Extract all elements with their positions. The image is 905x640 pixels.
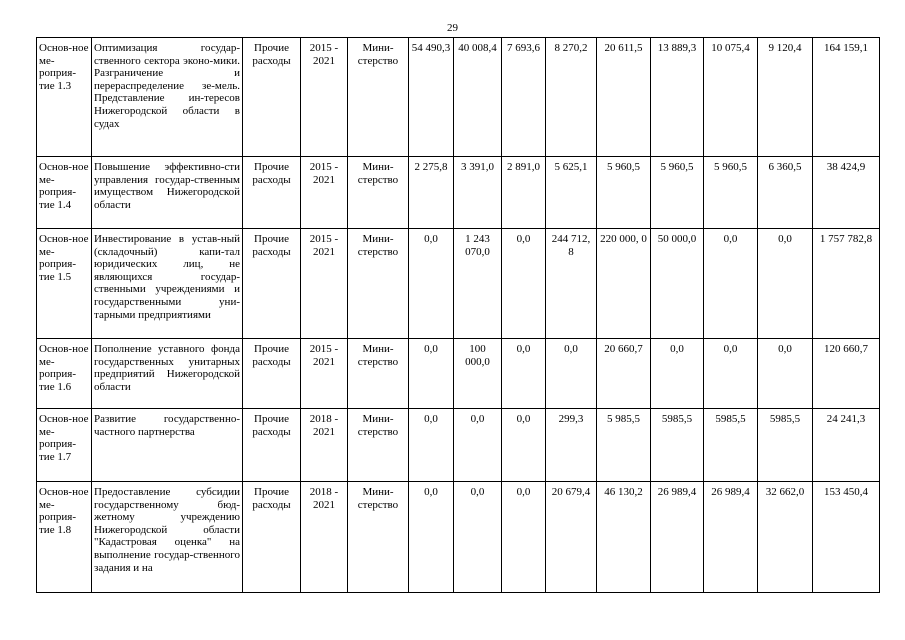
- value-cell: 6 360,5: [758, 157, 813, 229]
- event-cell: Основ-ное ме-роприя-тие 1.3: [37, 38, 92, 157]
- value-cell: 26 989,4: [651, 482, 704, 593]
- executor-cell: Мини-стерство: [348, 229, 409, 339]
- value-cell: 2 275,8: [409, 157, 454, 229]
- table-row: [37, 229, 880, 339]
- event-cell: Основ-ное ме-роприя-тие 1.4: [37, 157, 92, 229]
- value-cell: 0,0: [454, 482, 502, 593]
- expense-type-cell: Прочие расходы: [243, 229, 301, 339]
- value-cell: 5 960,5: [597, 157, 651, 229]
- value-cell: 0,0: [409, 409, 454, 482]
- value-cell: 0,0: [704, 229, 758, 339]
- value-cell: 7 693,6: [502, 38, 546, 157]
- value-cell: 0,0: [502, 229, 546, 339]
- value-cell: 0,0: [502, 339, 546, 409]
- value-cell: 13 889,3: [651, 38, 704, 157]
- event-name-cell: Развитие государственно-частного партнерства: [92, 409, 243, 482]
- value-cell: 0,0: [704, 339, 758, 409]
- value-cell: 0,0: [409, 339, 454, 409]
- value-cell: 5 985,5: [597, 409, 651, 482]
- value-cell: 2 891,0: [502, 157, 546, 229]
- executor-cell: Мини-стерство: [348, 38, 409, 157]
- value-cell: 8 270,2: [546, 38, 597, 157]
- value-cell: 120 660,7: [813, 339, 880, 409]
- value-cell: 0,0: [409, 482, 454, 593]
- value-cell: 0,0: [502, 409, 546, 482]
- value-cell: 0,0: [651, 339, 704, 409]
- value-cell: 244 712, 8: [546, 229, 597, 339]
- value-cell: 0,0: [502, 482, 546, 593]
- event-name-cell: Инвестирование в устав-ный (складочный) капи-тал юридических лиц, не являющихся государ-ственными учреждениями и государственными уни-тарными предприятиями: [92, 229, 243, 339]
- table-row: [37, 339, 880, 409]
- expense-type-cell: Прочие расходы: [243, 38, 301, 157]
- value-cell: 24 241,3: [813, 409, 880, 482]
- event-name-cell: Оптимизация государ-ственного сектора эконо-мики. Разграничение и перераспределение зе-мель. Представление ин-тересов Нижегородской области в судах: [92, 38, 243, 157]
- value-cell: 0,0: [758, 229, 813, 339]
- period-cell: 2018 - 2021: [301, 409, 348, 482]
- event-name-cell: Повышение эффективно-сти управления государ-ственным имуществом Нижегородской области: [92, 157, 243, 229]
- event-cell: Основ-ное ме-роприя-тие 1.5: [37, 229, 92, 339]
- value-cell: 0,0: [758, 339, 813, 409]
- value-cell: 26 989,4: [704, 482, 758, 593]
- value-cell: 5 960,5: [704, 157, 758, 229]
- value-cell: 9 120,4: [758, 38, 813, 157]
- value-cell: 220 000, 0: [597, 229, 651, 339]
- table-row: [37, 482, 880, 593]
- value-cell: 164 159,1: [813, 38, 880, 157]
- value-cell: 1 757 782,8: [813, 229, 880, 339]
- value-cell: 40 008,4: [454, 38, 502, 157]
- value-cell: 153 450,4: [813, 482, 880, 593]
- period-cell: 2015 - 2021: [301, 339, 348, 409]
- value-cell: 20 611,5: [597, 38, 651, 157]
- value-cell: 20 660,7: [597, 339, 651, 409]
- value-cell: 5 625,1: [546, 157, 597, 229]
- period-cell: 2018 - 2021: [301, 482, 348, 593]
- table-row: [37, 409, 880, 482]
- value-cell: 5985,5: [758, 409, 813, 482]
- executor-cell: Мини-стерство: [348, 409, 409, 482]
- value-cell: 5985,5: [704, 409, 758, 482]
- table-row: [37, 38, 880, 157]
- value-cell: 32 662,0: [758, 482, 813, 593]
- value-cell: 0,0: [454, 409, 502, 482]
- budget-table: [36, 37, 880, 593]
- page-number: 29: [447, 22, 458, 34]
- expense-type-cell: Прочие расходы: [243, 482, 301, 593]
- event-cell: Основ-ное ме-роприя-тие 1.6: [37, 339, 92, 409]
- value-cell: 299,3: [546, 409, 597, 482]
- expense-type-cell: Прочие расходы: [243, 339, 301, 409]
- value-cell: 3 391,0: [454, 157, 502, 229]
- table-row: [37, 157, 880, 229]
- value-cell: 5 960,5: [651, 157, 704, 229]
- period-cell: 2015 - 2021: [301, 229, 348, 339]
- executor-cell: Мини-стерство: [348, 482, 409, 593]
- executor-cell: Мини-стерство: [348, 157, 409, 229]
- value-cell: 46 130,2: [597, 482, 651, 593]
- value-cell: 0,0: [546, 339, 597, 409]
- value-cell: 54 490,3: [409, 38, 454, 157]
- period-cell: 2015 - 2021: [301, 157, 348, 229]
- event-name-cell: Пополнение уставного фонда государственных унитарных предприятий Нижегородской области: [92, 339, 243, 409]
- expense-type-cell: Прочие расходы: [243, 409, 301, 482]
- value-cell: 1 243 070,0: [454, 229, 502, 339]
- event-cell: Основ-ное ме-роприя-тие 1.8: [37, 482, 92, 593]
- expense-type-cell: Прочие расходы: [243, 157, 301, 229]
- value-cell: 10 075,4: [704, 38, 758, 157]
- event-name-cell: Предоставление субсидии государственному бюд-жетному учреждению Нижегородской области "Кадастровая оценка" на выполнение государ-ственного задания и на: [92, 482, 243, 593]
- value-cell: 50 000,0: [651, 229, 704, 339]
- value-cell: 0,0: [409, 229, 454, 339]
- period-cell: 2015 - 2021: [301, 38, 348, 157]
- value-cell: 5985,5: [651, 409, 704, 482]
- value-cell: 100 000,0: [454, 339, 502, 409]
- value-cell: 38 424,9: [813, 157, 880, 229]
- value-cell: 20 679,4: [546, 482, 597, 593]
- event-cell: Основ-ное ме-роприя-тие 1.7: [37, 409, 92, 482]
- executor-cell: Мини-стерство: [348, 339, 409, 409]
